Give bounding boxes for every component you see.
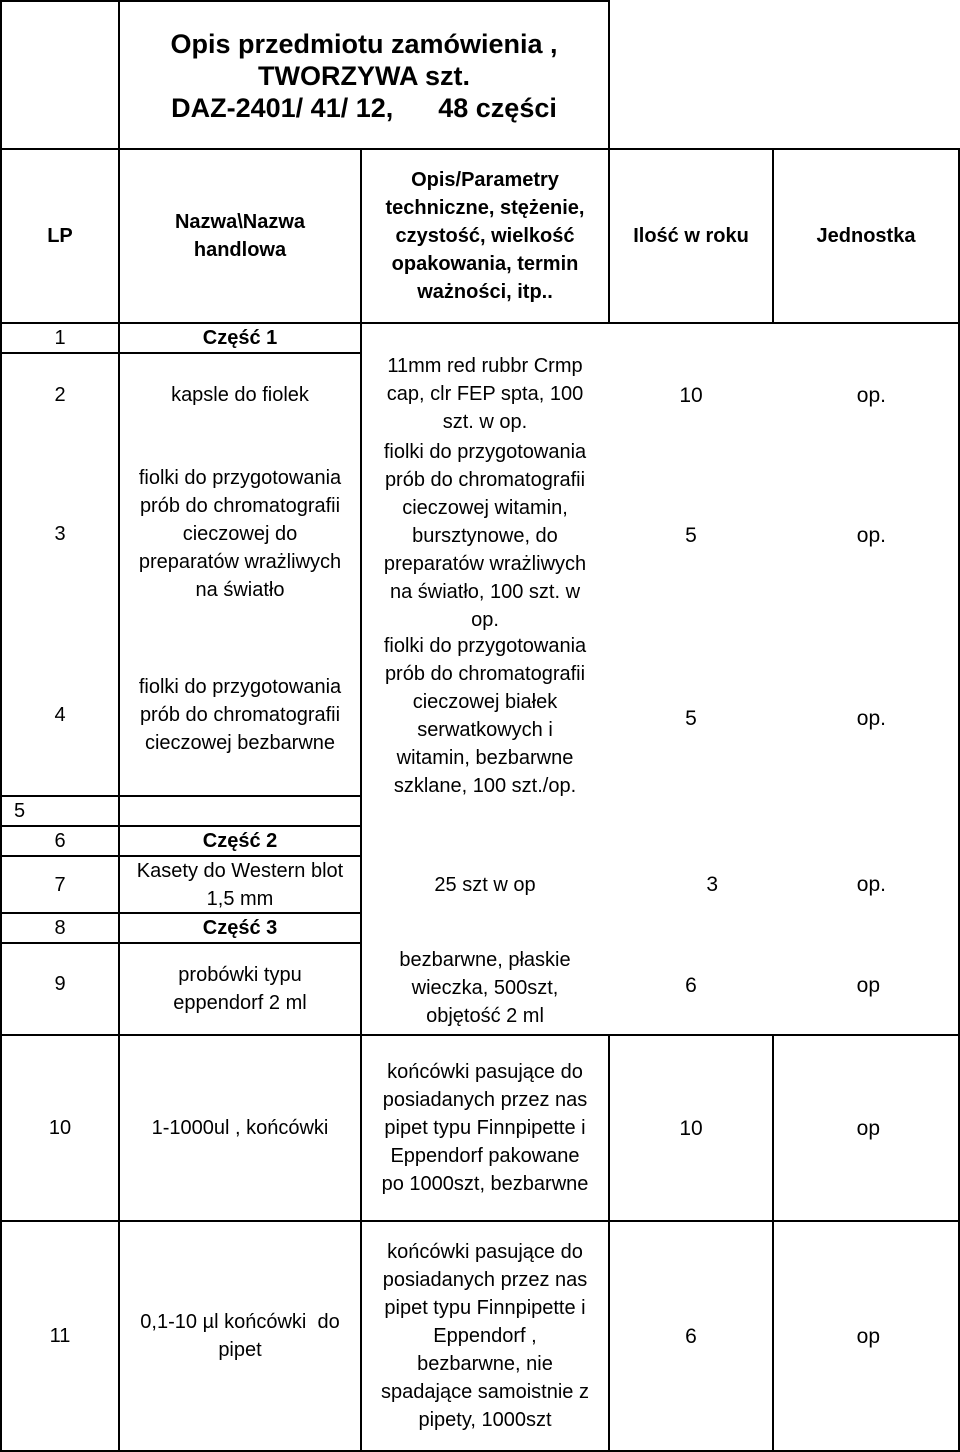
desc-line: szt. w op. — [442, 411, 528, 433]
desc-line: wieczka, 500szt, — [411, 977, 559, 999]
name-line: prób do chromatografii — [139, 495, 341, 517]
name-line: 0,1-10 µl końcówki do — [140, 1311, 340, 1333]
header-desc-line: techniczne, stężenie, — [385, 197, 585, 219]
row-quantity: 6 — [685, 1324, 697, 1348]
row-quantity: 10 — [679, 1116, 703, 1140]
desc-line: pipet typu Finnpipette i — [384, 1297, 586, 1319]
desc-line: po 1000szt, bezbarwne — [381, 1173, 589, 1195]
header-desc-line: opakowania, termin — [391, 253, 579, 275]
desc-line: cap, clr FEP spta, 100 — [386, 383, 584, 405]
header-unit: Jednostka — [816, 225, 916, 247]
desc-line: pipet typu Finnpipette i — [384, 1117, 586, 1139]
row-lp: 2 — [54, 384, 66, 406]
row-quantity: 3 — [706, 873, 718, 896]
desc-line: prób do chromatografii — [384, 663, 586, 685]
desc-line: bursztynowe, do — [412, 525, 558, 547]
row-description — [362, 1036, 608, 1220]
row-name — [120, 1222, 360, 1450]
row-lp: 10 — [48, 1117, 72, 1139]
desc-line: na światło, 100 szt. w — [389, 581, 581, 603]
name-line: cieczowej do — [182, 523, 298, 545]
row-lp: 3 — [54, 523, 66, 545]
desc-line: pipety, 1000szt — [418, 1409, 552, 1431]
row-lp: 5 — [14, 800, 26, 822]
name-line: probówki typu — [178, 964, 302, 986]
header-desc-line: Opis/Parametry — [411, 169, 559, 191]
desc-line: końcówki pasujące do — [387, 1241, 583, 1263]
desc-line: fiolki do przygotowania — [383, 441, 587, 463]
row-name: 1-1000ul , końcówki — [151, 1117, 329, 1139]
desc-line: Eppendorf pakowane — [390, 1145, 580, 1167]
desc-line: końcówki pasujące do — [387, 1061, 583, 1083]
row-lp: 1 — [54, 327, 66, 349]
desc-line: objętość 2 ml — [426, 1005, 544, 1027]
row-description — [362, 632, 608, 800]
row-description — [362, 352, 608, 436]
desc-line: posiadanych przez nas — [382, 1089, 588, 1111]
row-name — [120, 440, 360, 628]
name-line: prób do chromatografii — [139, 703, 341, 726]
row-name — [120, 857, 360, 912]
desc-line: bezbarwne, nie — [417, 1353, 553, 1375]
desc-line: witamin, bezbarwne — [396, 747, 574, 769]
header-desc-line: ważności, itp.. — [417, 281, 553, 303]
title-line: TWORZYWA szt. — [258, 61, 470, 91]
title-border-top — [0, 0, 610, 2]
desc-line: preparatów wrażliwych — [383, 553, 587, 575]
row-lp: 8 — [54, 917, 66, 939]
row-description — [362, 942, 608, 1034]
row-name — [120, 634, 360, 795]
row-name — [120, 944, 360, 1034]
title-line: Opis przedmiotu zamówienia , — [170, 29, 558, 59]
row-lp: 9 — [54, 973, 66, 995]
row-lp: 7 — [54, 873, 66, 896]
desc-line: Eppendorf , — [433, 1325, 537, 1347]
row-name: Część 1 — [202, 327, 278, 349]
row-quantity: 5 — [685, 706, 697, 730]
name-line: 1,5 mm — [206, 887, 274, 910]
desc-line: prób do chromatografii — [384, 469, 586, 491]
name-line: na światło — [195, 579, 285, 601]
row-description — [362, 1222, 608, 1450]
row-lp: 6 — [54, 830, 66, 852]
row-unit: op. — [856, 873, 886, 896]
name-line: pipet — [218, 1339, 262, 1361]
row-description — [362, 438, 608, 634]
name-line: fiolki do przygotowania — [138, 675, 342, 698]
desc-line: cieczowej witamin, — [402, 497, 568, 519]
name-line: Kasety do Western blot — [136, 859, 344, 882]
desc-line: serwatkowych i — [417, 719, 553, 741]
name-line: eppendorf 2 ml — [173, 992, 307, 1014]
desc-line: fiolki do przygotowania — [383, 635, 587, 657]
row-lp: 4 — [54, 703, 66, 726]
desc-line: szklane, 100 szt./op. — [393, 775, 577, 797]
desc-line: cieczowej białek — [412, 691, 558, 713]
header-description — [362, 150, 608, 322]
header-lp: LP — [47, 225, 73, 247]
row-name: Część 3 — [202, 917, 278, 939]
row-unit: op. — [856, 706, 886, 730]
title-line: DAZ-2401/ 41/ 12, 48 części — [171, 93, 557, 123]
header-name — [120, 150, 360, 322]
row-name: Część 2 — [202, 830, 278, 852]
header-quantity: Ilość w roku — [633, 225, 749, 247]
row-unit: op — [856, 973, 880, 997]
row-unit: op — [856, 1116, 880, 1140]
name-line: cieczowej bezbarwne — [144, 731, 336, 754]
row-name: kapsle do fiolek — [171, 384, 309, 406]
row-lp: 11 — [49, 1325, 71, 1347]
desc-line: spadające samoistnie z — [381, 1381, 589, 1403]
title-border-right — [608, 0, 610, 150]
desc-line: op. — [471, 609, 499, 631]
desc-line: posiadanych przez nas — [382, 1269, 588, 1291]
row-quantity: 5 — [685, 523, 697, 547]
header-name-line: Nazwa\Nazwa — [174, 211, 306, 233]
row-quantity: 10 — [679, 383, 703, 407]
name-line: fiolki do przygotowania — [138, 467, 342, 489]
desc-line: bezbarwne, płaskie — [399, 949, 571, 971]
row-unit: op. — [856, 523, 886, 547]
desc-line: 11mm red rubbr Crmp — [387, 355, 583, 377]
row-unit: op — [856, 1324, 880, 1348]
row-unit: op. — [856, 383, 886, 407]
header-desc-line: czystość, wielkość — [395, 225, 575, 247]
row-description: 25 szt w op — [434, 873, 536, 896]
page-title — [120, 20, 608, 132]
name-line: preparatów wrażliwych — [138, 551, 342, 573]
row-quantity: 6 — [685, 973, 697, 997]
header-name-line: handlowa — [193, 239, 287, 261]
